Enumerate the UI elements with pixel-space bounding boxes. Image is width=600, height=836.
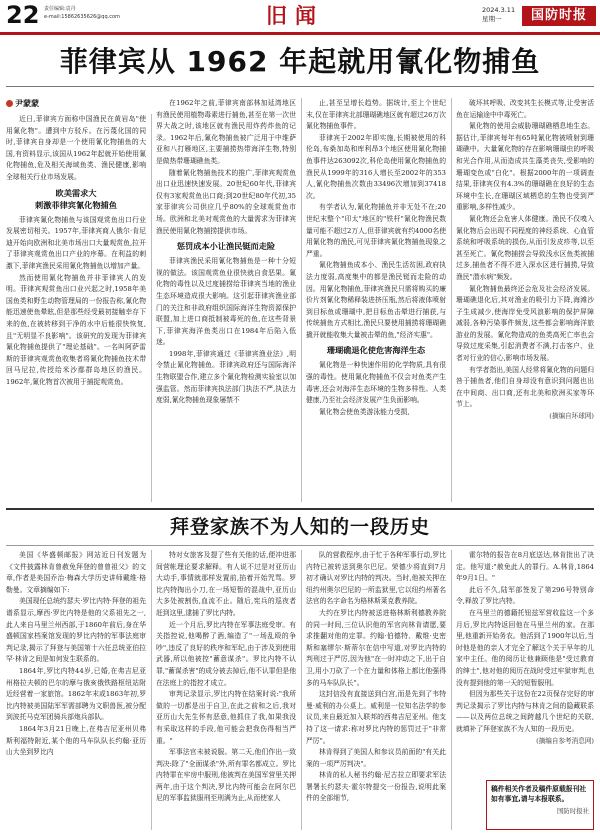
paragraph: 破坏其呼吸、改变其生长模式等,让受害活鱼在运输途中中毒死亡。 xyxy=(456,99,594,119)
paragraph: 氰化物捕鱼最终还会危及社会经济发展。珊瑚礁退化后,其对渔业的吸引力下降,海滩沙子生成减少,使海岸免受风浪影响的保护屏障减弱,各种污染事件频发,这些都会影响海洋旅游业的发展。氰化物造成的鱼类高死亡率也会导致过度采集,引起消费者不满,打击客户、业者对行业的信心,影响市场发展。 xyxy=(456,284,594,363)
issue-date-weekday: 星期一 xyxy=(482,15,502,23)
article2-headline: 拜登家族不为人知的一段历史 xyxy=(169,516,430,538)
paragraph: 1864年3月21日晚上,在弗吉尼亚州贝弗斯利福特附近,某个他的马车队队长约翰·亚历山大坐到罗比内 xyxy=(6,724,146,757)
issue-date-day: 2024.3.11 xyxy=(482,6,516,14)
paragraph: 军事法官未被说服。第二天,他们作出一致判决:除了"全面谋杀"外,所有罪名都成立。罗比内特罪在牢房中服刑,他被判在美国军营里关押两年,由于这个判决,罗比内特可能会在阿尔巴尼的军事监狱服刑至刑满为止,从而使家人 xyxy=(156,748,296,803)
article1-column-2 xyxy=(156,98,296,502)
article2-column-3 xyxy=(306,550,446,830)
column-divider xyxy=(151,550,152,830)
copyright-notice-signature: 国防时报社 xyxy=(557,807,589,815)
newspaper-logo: 国防时报 xyxy=(522,6,596,26)
paragraph: 1998年,菲律宾通过《菲律宾渔业法》,明令禁止氰化物捕鱼。菲律宾政府还与国际海洋生物联盟合作,建立多个氰化物检测实验室以加强监管。然而菲律宾执法部门执法不严,执法力度弱,氰化物捕鱼现象屡禁不 xyxy=(156,349,296,405)
article2-column-1 xyxy=(6,550,146,830)
paragraph: 大约在罗比内特被送进格林斯利德教养院的同一时间,三位认识他的军官向林肯请愿,要求推翻对他的定罪。约翰·伯德特、戴维·史密斯和塞缪尔·斯蒂尔在信中写道,对罗比内特的判刑过于严厉,因为他"在一时冲动之下,出于自卫,用小刀砍了一个在力量和体格上都比他强得多的马车队队长"。 xyxy=(306,608,446,687)
paragraph: 然而使用氰化物捕鱼并非菲律宾人的发明。菲律宾观赏鱼出口业兴起之时,1958年美国鱼类和野生动物管理局的一份报告称,氰化物能迅速使鱼晕眩,但是那些经受最初接触幸存下来的鱼,在被转移到干净的水中后能很快恢复,且"无明显不良影响"。该研究的发现为菲律宾氰化物捕鱼提供了"理论基础"。一名叫阿萨雷斯的菲律宾观赏鱼收集者将氰化物捕鱼技术带回马尼拉,传授给米沙鄢群岛地区的渔民。1962年,氰化物首次被用于捕捉观赏鱼。 xyxy=(6,273,146,386)
paragraph: 氰化物会使鱼类游泳能力受损, xyxy=(319,407,410,416)
paragraph: 氰化物是一种快速作用的化学物质,具有很强的毒性。使用氰化物捕鱼不仅会对鱼类产生毒害,还会对海洋生态环境的生物多样性。人类健康,乃至社会经济发展产生负面影响。 xyxy=(306,361,446,405)
paragraph: 有学者认为,氰化物捕鱼并非无处不在;20世纪末整个"印太"地区的"铁杆"氰化物渔民数量可能不超过2万人,但菲律宾就有约4000名使用氰化物的渔民,可见菲律宾氰化物捕鱼现象之严重。 xyxy=(306,203,446,258)
editor-email: e-mail:15862635626@qq.com xyxy=(44,14,120,20)
paragraph: 霍尔特的报告在8月底送达,林肯批出了决定。他写道:"赦免此人的罪行。A.林肯,1864年9月1日。" xyxy=(456,551,594,583)
paragraph: 美国《华盛顿邮报》网站近日刊发题为《文件披露林肯曾赦免拜登的曾曾祖父》的文章,作者是美国乔治·梅森大学历史讲师戴维·格勒曼。文章摘编如下: xyxy=(6,551,146,594)
paragraph: 审判记录显示,罗比内特在结案时说:"我所做的一切都是出于自卫,在此之前和之后,我对亚历山大先生怀有恶意,他抓住了我,如果我没有采取这样的手段,他可能会把我伤得相当严重。" xyxy=(156,690,296,745)
byline-author: 尹蒙蒙 xyxy=(15,99,39,108)
column-divider xyxy=(301,98,302,502)
paragraph: 菲律宾渔民采用氰化物捕鱼是一种十分短视的做法。该国观赏鱼业很快就自食恶果。氰化物的毒性以及过度捕捞给菲律宾当地的渔业生态环境造成很大影响。这引起菲律宾渔业部门的关注和非政府组织国际海洋生物资源保护联盟,加上进口商抵制被毒死的鱼,在这些背景下,菲律宾海洋鱼类出口在1984年后陷入低迷。 xyxy=(156,257,296,347)
page-number: 22 xyxy=(6,1,40,29)
editor-credit: 责任编辑:袁丹 xyxy=(44,6,76,12)
paragraph: 氰化物捕鱼成本小、渔民生活贫困,政府执法力度弱,高度集中的都是渔民铤而走险的动因。用氰化物捕鱼,菲律宾渔民只需将购买的廉价片剂氰化物稀释装进挤压瓶,然后将液体喷射到目标鱼或珊瑚中,把目标鱼击晕进行捕获,与传统捕鱼方式相比,渔民只要使用捕捞将珊瑚礁撬开就能收集大量被击晕的鱼,"经济实惠"。 xyxy=(306,261,446,339)
paragraph: 特对女旅客及提了些有关他的话,便冲进那间营帐理论要求解释。有人说不过是对亚历山大动手,事情就那样发置前,掐着开始咒骂。罗比内特掏出小刀,在一场短暂的混战中,亚历山大多处被割伤,血流不止。随后,宪兵的巡夜者赶到这里,逮捕了罗比内特。 xyxy=(156,551,296,617)
column-divider xyxy=(301,550,302,830)
column-divider xyxy=(451,98,452,502)
article1-subheading-3: 珊瑚礁退化使危害海洋生态 xyxy=(326,345,426,356)
article1-headline: 菲律宾从 1962 年起就用氰化物捕鱼 xyxy=(59,45,541,78)
masthead xyxy=(0,0,600,36)
article1-column-4 xyxy=(456,98,594,502)
paragraph: 林肯得到了美国人和参议员前面的"有关此案的一项严厉判决"。 xyxy=(306,748,446,768)
paragraph: 此后不久,陆军部签发了第296号特别命令,释放了罗比内特。 xyxy=(456,585,594,606)
issue-date xyxy=(482,6,515,24)
column-divider xyxy=(151,114,152,502)
masthead-rule xyxy=(0,32,600,35)
paragraph: 1864年,罗比内特44岁,已婚,在弗吉尼亚州格拉夫顿的巴尔的摩与俄亥俄铁路枢纽站附近经营着一家旅馆。1862年末或1863年初,罗比内特被美国陆军军需部聘为文职兽医,被分配到波托马克军团骑兵部炮兵部队。 xyxy=(6,666,146,722)
article2-source: (摘编自参考消息网) xyxy=(536,736,594,745)
copyright-notice-box xyxy=(486,780,594,830)
article1-source: (摘编自环球网) xyxy=(549,412,594,421)
headline-divider xyxy=(6,545,594,546)
paragraph: 这封信没有直接送到白宫,而是先到了韦特曼·威利的办公桌上。威利是一位知名法学的参议员,来自最近加入联邦的西弗吉尼亚州。他支持了这一请求:称对罗比内特的惩罚过于"非常严厉"。 xyxy=(306,690,446,745)
paragraph: 队的营救程序,由于忙于各种军事行动,罗比内特已被转送到奥尔巴尼。荣德少将直到7月初才确认对罗比内特的判决。当时,他被关押在纽约州奥尔巴尼的一所监狱里,它以纽约州著名法官的名字命名为格林斯莱克教养院。 xyxy=(306,551,446,606)
paragraph: 有学者指出,美国人经常将氰化物的问题归咎于捕鱼者,他们自身却没有意识到问题也出在中间商、出口商,还有北美和欧洲买家等环节上。 xyxy=(456,365,594,409)
paragraph: 但因为那些关于这份在22页保存完好的审判记录揭示了罗比内特与林肯之间的隐藏联系——以及两位总统之间跨越几个世纪的关联,就填补了拜登家族不为人知的一段历史。 xyxy=(456,690,594,733)
paragraph: 林肯的私人秘书约翰·尼古拉立即要求军法署署长约瑟夫·霍尔特提交一份报告,说明此案件的全部细节, xyxy=(306,771,446,803)
paragraph: 氰化物还会危害人体健康。渔民不仅嗅入氰化物后会出现不同程度的神经系统、心血管系统和呼吸系统的损伤,从而引发皮疹等,以至甚至死亡。氰化物捕捞会导致浅水区鱼类被捕过多,捕鱼者不得不进入深水区进行捕捞,导致渔民"潜水病"频发。 xyxy=(456,214,594,281)
article1-column-3 xyxy=(306,98,446,502)
paragraph: 菲律宾氰化物捕鱼与该国观赏鱼出口行业发展密切相关。1957年,菲律宾商人俄尔·肯尼迪开始向欧洲和北美市场出口大量观赏鱼,拉开了菲律宾观赏鱼出口产业的序幕。在利益的刺激下,菲律宾渔民采用氰化物捕鱼以增加产量。 xyxy=(6,215,146,270)
paragraph: 氰化物的使用会威胁珊瑚礁栖息地生态。据估计,菲律宾每年有65吨氰化物被喷射到珊瑚礁中。大量氰化物的存在影响珊瑚虫的呼吸和光合作用,从而造成共生藻类丧失,受影响的珊瑚变色或"白化"。根据2000年的一项调查结果,菲律宾仅有4.3%的珊瑚礁在良好的生态环境中生长,在珊瑚区域栖息的生物也受到严重影响,多样性减少。 xyxy=(456,122,594,212)
story-divider xyxy=(6,508,594,510)
copyright-notice-text: 稿件相关作者及稿件原载报刊社如有事宜,请与本报联系。 xyxy=(491,785,587,803)
article1-column-1 xyxy=(6,114,146,502)
article1-byline xyxy=(6,99,39,109)
paragraph: 随着氰化物捕鱼技术的推广,菲律宾观赏鱼出口业迅速快速发展。20世纪60年代,菲律宾仅有3家观赏鱼出口商;到20世纪80年代初,35家菲律宾公司供应几乎80%的全球观赏鱼市场。欧洲和北美对观赏鱼的大量需求为菲律宾渔民使用氰化物捕捞提供市场。 xyxy=(156,168,296,235)
article1-subheading-1: 欧美需求大 刺激菲律宾氰化物捕鱼 xyxy=(35,187,117,210)
paragraph: 止,甚至呈增长趋势。据统计,至上个世纪末,仅在菲律宾北部珊瑚礁地区就有超过26万次氰化物捕鱼事件。 xyxy=(306,99,446,131)
headline-divider xyxy=(6,86,594,87)
paragraph: 菲律宾于2002年即实施,长期被使用的科伦岛,布桑加岛和库利昂3个地区使用氰化物捕鱼事件达263092次,科伦岛使用氰化物捕鱼的渔民从1999年的316人增长至2002年的353人,氰化物捕鱼次数由33496次增加到37418次。 xyxy=(306,133,446,200)
article1-subheading-2: 惩罚成本小让渔民铤而走险 xyxy=(176,241,276,252)
paragraph: 美国现任总统约瑟夫·罗比内特·拜登的祖先谱系显示,摩西·罗比内特是他的父系祖先之一,此人来自马里兰州西部,于1860年前后,身在华盛顿国家档案馆发现的罗比内特的军事法庭审判记录,揭示了拜登与美国第十六任总统亚伯拉罕·林肯之间是如何发生联系的。 xyxy=(6,597,146,664)
article2-column-2 xyxy=(156,550,296,830)
paragraph: 近日,菲律宾方面称中国渔民在黄岩岛"使用氰化物"。遭到中方驳斥。在污蔑化国的同时,菲律宾自身却是一个使用氰化物捕鱼的大国,有资料显示,该国从1962年起就开始使用氰化物捕鱼,危及相关海域鱼类、渔民健康,影响全球相关行业市场发展。 xyxy=(6,115,146,181)
section-title: 旧闻 xyxy=(266,3,324,28)
article2-column-4 xyxy=(456,550,594,776)
paragraph: 近一个月后,罗比内特在军事法庭受审。有关指控说,他喝醉了酒,编造了"一场乱殴的争吵",违反了良好的秩序和军纪,由于涉及到使用武器,所以他被控"蓄意谋杀"。罗比内特不认罪,"蓄谋杀害"的成分被去掉后,他不认罪但是他在法庭上的指控才成立。 xyxy=(156,620,296,687)
paragraph: 在1962年之前,菲律宾南部林加延湾地区有渔民使用植物毒素进行捕鱼,甚至在第一次世界大战之时,该地区就有渔民用炸药炸鱼的记录。1962年后,氰化物捕鱼被广泛用于中维萨亚和八打雁地区,主要捕捞热带海洋生物,特别是做热带珊瑚礁鱼类。 xyxy=(156,99,296,165)
paragraph: 在马里兰的德籍托钮兹军营收监这一个多月后,罗比内特返回他在马里兰州的家。在那里,他重新开始务农。他活到了1900年以后,当时他是他的亲人才完全了解这个关于早年的儿家中主任。他的阅历让他兼顾他是"受过教育的绅士",他对他的阅历在战时受过牢狱审判,也没有提到他的第一天的短暂服刑。 xyxy=(456,608,594,687)
column-divider xyxy=(451,550,452,830)
byline-marker-icon xyxy=(6,100,13,107)
